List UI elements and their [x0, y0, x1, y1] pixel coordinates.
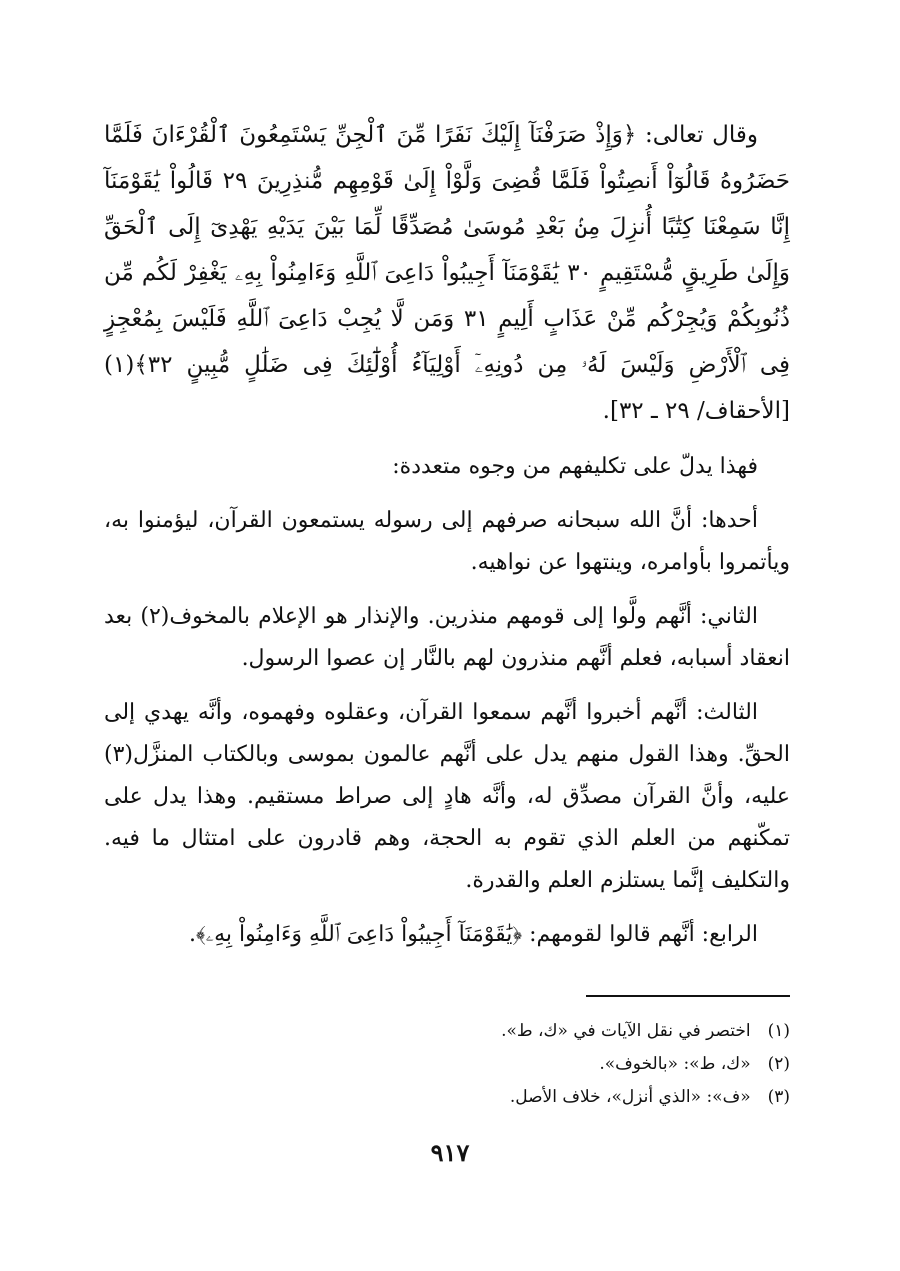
footnote-divider [586, 995, 790, 997]
quran-quote-paragraph: وقال تعالى: ﴿وَإِذْ صَرَفْنَآ إِلَيْكَ نَفَرًا مِّنَ ٱلْجِنِّ يَسْتَمِعُونَ ٱلْقُرْءَانَ فَلَمَّا حَضَرُوهُ قَالُوٓاْ أَنصِتُواْ فَلَمَّا قُضِىَ وَلَّوْاْ إِلَىٰ قَوْمِهِم مُّنذِرِينَ ٢٩ قَالُواْ يَٰقَوْمَنَآ إِنَّا سَمِعْنَا كِتَٰبًا أُنزِلَ مِنۢ بَعْدِ مُوسَىٰ مُصَدِّقًا لِّمَا بَيْنَ يَدَيْهِ يَهْدِىٓ إِلَى ٱلْحَقِّ وَإِلَىٰ طَرِيقٍ مُّسْتَقِيمٍ ٣٠ يَٰقَوْمَنَآ أَجِيبُواْ دَاعِىَ ٱللَّهِ وَءَامِنُواْ بِهِۦ يَغْفِرْ لَكُم مِّن ذُنُوبِكُمْ وَيُجِرْكُم مِّنْ عَذَابٍ أَلِيمٍ ٣١ وَمَن لَّا يُجِبْ دَاعِىَ ٱللَّهِ فَلَيْسَ بِمُعْجِزٍ فِى ٱلْأَرْضِ وَلَيْسَ لَهُۥ مِن دُونِهِۦٓ أَوْلِيَآءُ أُوْلَٰٓئِكَ فِى ضَلَٰلٍ مُّبِينٍ ٣٢﴾(١) [الأحقاف/ ٢٩ ـ ٣٢]. [104, 122, 790, 424]
footnote-text: «ك، ط»: «بالخوف». [599, 1054, 751, 1074]
fourth-point-paragraph: الرابع: أنَّهم قالوا لقومهم: ﴿يَٰقَوْمَنَآ أَجِيبُواْ دَاعِىَ ٱللَّهِ وَءَامِنُواْ بِهِۦ﴾. [189, 922, 758, 947]
footnote-text: «ف»: «الذي أنزل»، خلاف الأصل. [509, 1087, 751, 1107]
page-number: ٩١٧ [430, 1138, 470, 1167]
footnote-item [104, 1048, 790, 1081]
footnote-text: اختصر في نقل الآيات في «ك، ط». [501, 1021, 751, 1041]
main-text [104, 112, 790, 956]
footnote-item [104, 1015, 790, 1048]
footnote-number: (١) [767, 1021, 790, 1041]
footnote-item [104, 1081, 790, 1114]
first-point-paragraph: أحدها: أنَّ الله سبحانه صرفهم إلى رسوله يستمعون القرآن، ليؤمنوا به، ويأتمروا بأوامره، وينتهوا عن نواهيه. [104, 508, 790, 575]
second-point-paragraph: الثاني: أنَّهم ولَّوا إلى قومهم منذرين. والإنذار هو الإعلام بالمخوف(٢) بعد انعقاد أسبابه، فعلم أنَّهم منذرون لهم بالنَّار إن عصوا الرسول. [104, 604, 790, 671]
intro-paragraph: فهذا يدلّ على تكليفهم من وجوه متعددة: [392, 454, 758, 479]
third-point-paragraph: الثالث: أنَّهم أخبروا أنَّهم سمعوا القرآن، وعقلوه وفهموه، وأنَّه يهدي إلى الحقِّ. وهذا القول منهم يدل على أنَّهم عالمون بموسى وبالكتاب المنزَّل(٣) عليه، وأنَّ القرآن مصدِّق له، وأنَّه هادٍ إلى صراط مستقيم. وهذا يدل على تمكّنهم من العلم الذي تقوم به الحجة، وهم قادرون على امتثال ما فيه. والتكليف إنَّما يستلزم العلم والقدرة. [104, 700, 790, 893]
footnotes [104, 1015, 790, 1114]
footnote-number: (٢) [767, 1054, 790, 1074]
footnote-number: (٣) [767, 1087, 790, 1107]
